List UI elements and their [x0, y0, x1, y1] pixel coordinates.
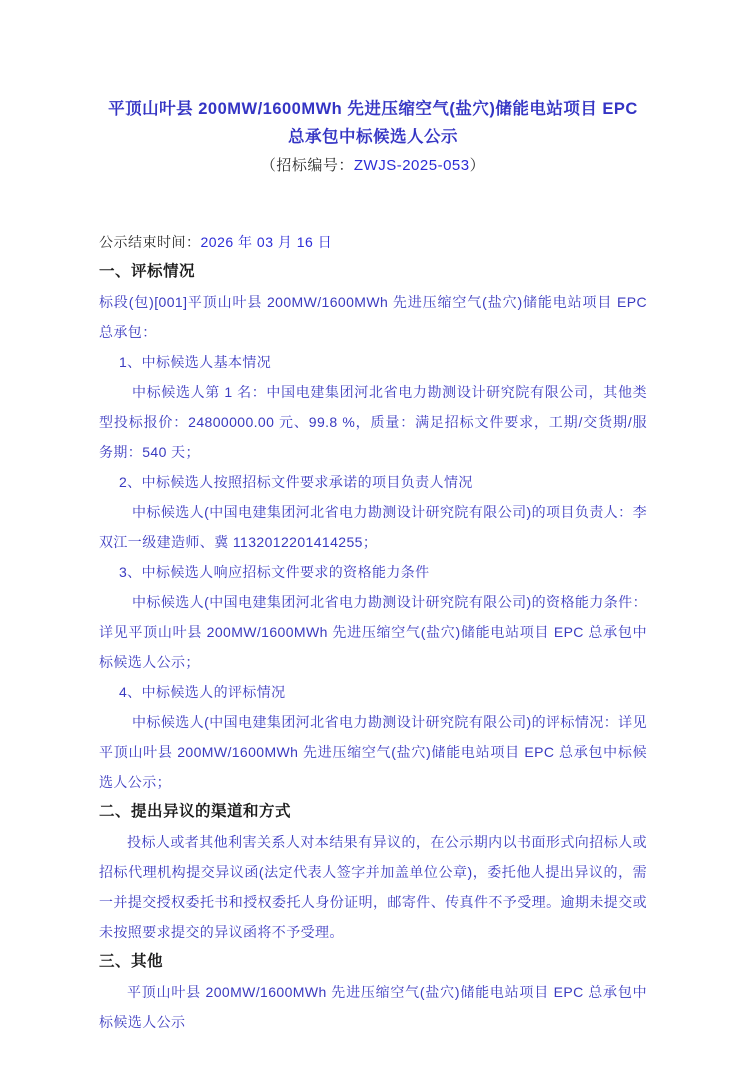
lot-description: 标段(包)[001]平顶山叶县 200MW/1600MWh 先进压缩空气(盐穴)储能电站项目 EPC 总承包：: [99, 294, 647, 340]
item-4-body: 中标候选人(中国电建集团河北省电力勘测设计研究院有限公司)的评标情况：详见平顶山叶县 200MW/1600MWh 先进压缩空气(盐穴)储能电站项目 EPC 总承包中标候选人公示；: [99, 714, 647, 790]
publicity-end-line: [99, 227, 647, 257]
item-3-title: 3、中标候选人响应招标文件要求的资格能力条件: [119, 564, 430, 580]
item-2-title: 2、中标候选人按照招标文件要求承诺的项目负责人情况: [119, 474, 473, 490]
item-1-body: 中标候选人第 1 名：中国电建集团河北省电力勘测设计研究院有限公司，其他类型投标报价：24800000.00 元、99.8 %，质量：满足招标文件要求，工期/交货期/服务期：540 天；: [99, 384, 647, 460]
tender-number-value: ZWJS-2025-053: [353, 157, 470, 174]
section-heading-other: 三、其他: [99, 953, 164, 970]
publicity-end-date: 2026 年 03 月 16 日: [200, 234, 333, 250]
section-heading-objection: 二、提出异议的渠道和方式: [99, 803, 292, 820]
tender-number-close: ）: [469, 157, 486, 174]
item-1-title: 1、中标候选人基本情况: [119, 354, 272, 370]
section-heading-evaluation: 一、评标情况: [99, 263, 196, 280]
document-title: 平顶山叶县 200MW/1600MWh 先进压缩空气(盐穴)储能电站项目 EPC 总承包中标候选人公示: [108, 100, 638, 146]
tender-number-line: [99, 151, 647, 181]
item-3-body: 中标候选人(中国电建集团河北省电力勘测设计研究院有限公司)的资格能力条件：详见平顶山叶县 200MW/1600MWh 先进压缩空气(盐穴)储能电站项目 EPC 总承包中标候选人公示；: [99, 594, 647, 670]
item-2-body: 中标候选人(中国电建集团河北省电力勘测设计研究院有限公司)的项目负责人：李双江一级建造师、冀 1132012201414255；: [99, 504, 647, 550]
objection-body: 投标人或者其他利害关系人对本结果有异议的，在公示期内以书面形式向招标人或招标代理机构提交异议函(法定代表人签字并加盖单位公章)，委托他人提出异议的，需一并提交授权委托书和授权委托人身份证明，邮寄件、传真件不予受理。逾期未提交或未按照要求提交的异议函将不予受理。: [99, 834, 647, 940]
other-body: 平顶山叶县 200MW/1600MWh 先进压缩空气(盐穴)储能电站项目 EPC 总承包中标候选人公示: [99, 984, 647, 1030]
item-4-title: 4、中标候选人的评标情况: [119, 684, 286, 700]
tender-number-label: （招标编号：: [260, 157, 354, 174]
publicity-end-label: 公示结束时间：: [99, 234, 201, 250]
